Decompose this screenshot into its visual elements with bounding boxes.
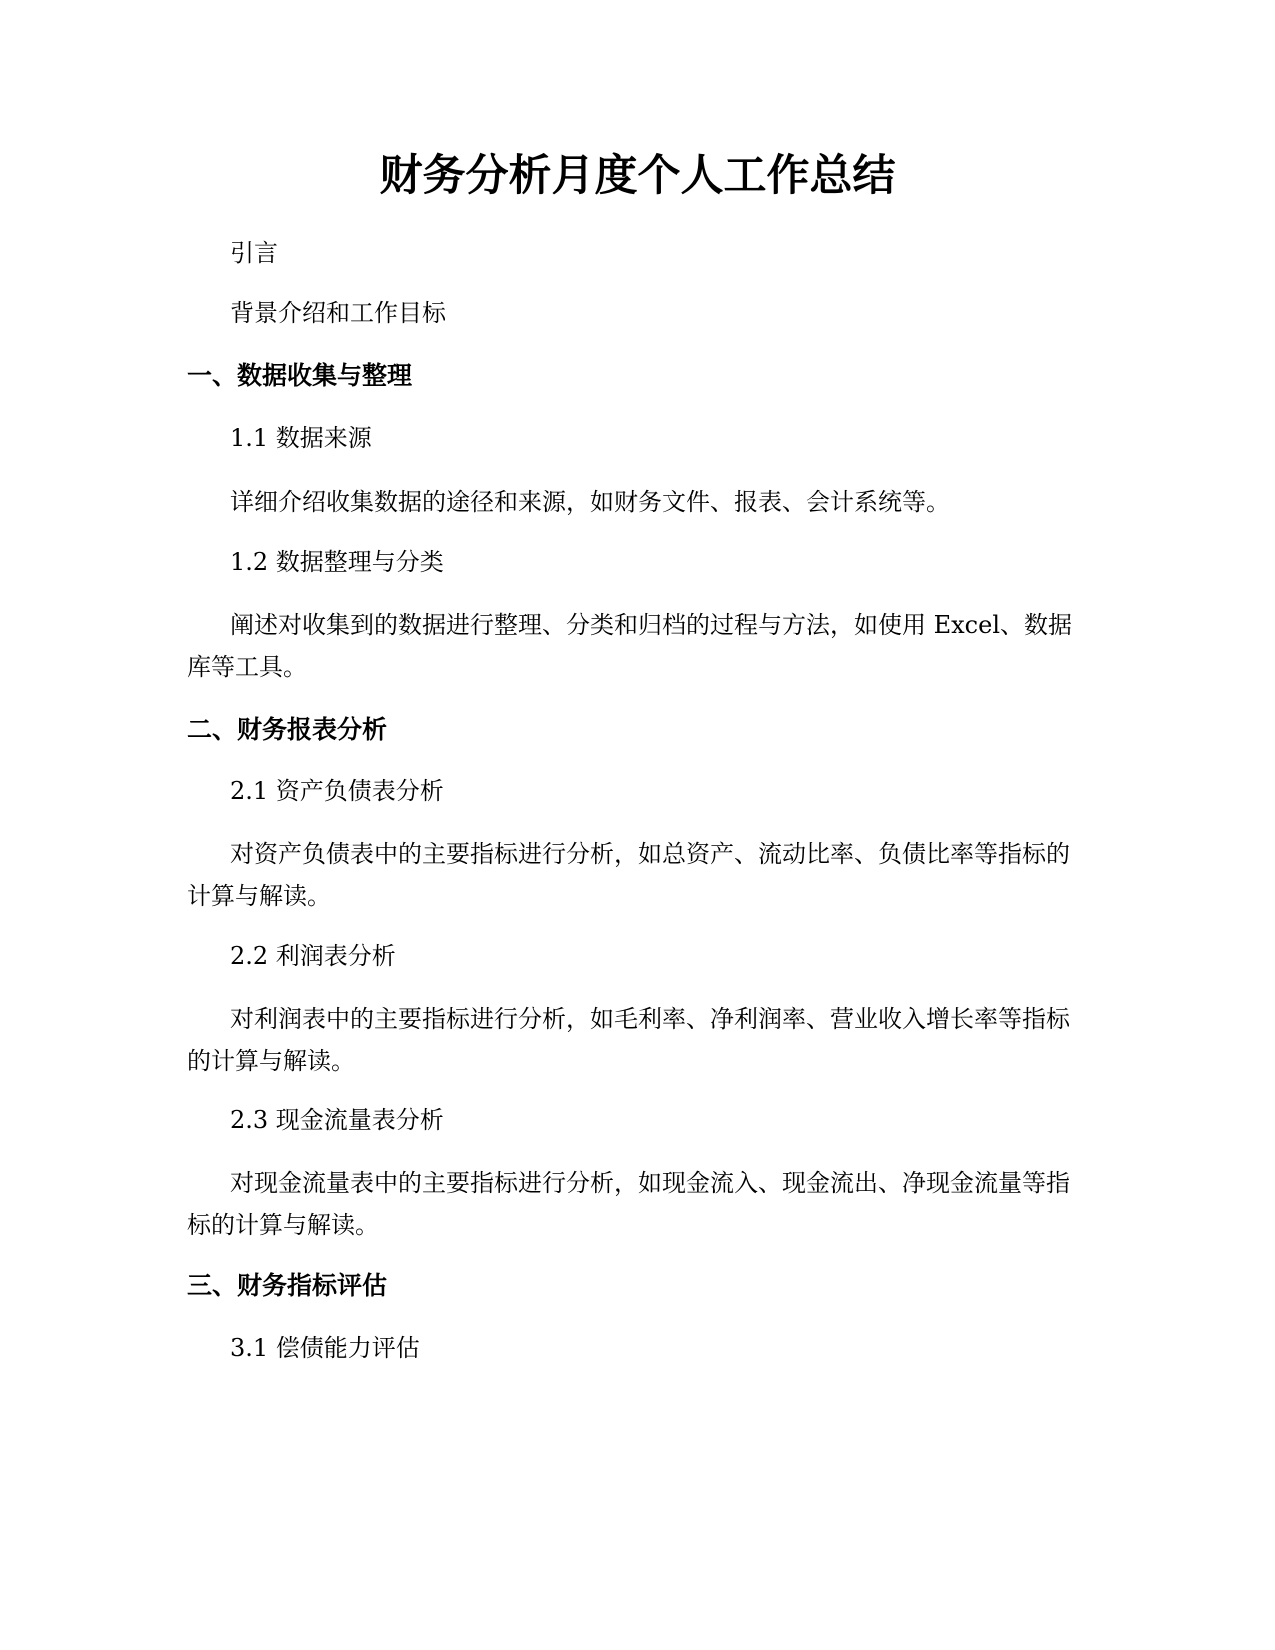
subsection-2-3-body: 对现金流量表中的主要指标进行分析，如现金流入、现金流出、净现金流量等指标的计算与解读。 [187,1169,1070,1239]
document-title: 财务分析月度个人工作总结 [379,151,896,201]
subsection-2-1-title: 2.1 资产负债表分析 [230,777,444,805]
subsection-1-1-body: 详细介绍收集数据的途径和来源，如财务文件、报表、会计系统等。 [230,488,950,516]
subsection-2-1-body: 对资产负债表中的主要指标进行分析，如总资产、流动比率、负债比率等指标的计算与解读。 [187,840,1070,910]
section-1-heading: 一、数据收集与整理 [187,361,413,390]
subsection-1-2-body: 阐述对收集到的数据进行整理、分类和归档的过程与方法，如使用 Excel、数据库等工具。 [187,611,1073,681]
subsection-2-2-title: 2.2 利润表分析 [230,942,396,970]
subsection-1-1-title: 1.1 数据来源 [230,424,372,452]
intro-label: 引言 [230,239,278,267]
subsection-2-3-title: 2.3 现金流量表分析 [230,1106,444,1134]
subsection-3-1-title: 3.1 偿债能力评估 [230,1334,420,1362]
section-3-heading: 三、财务指标评估 [187,1271,388,1300]
subsection-1-2-title: 1.2 数据整理与分类 [230,548,444,576]
section-2-heading: 二、财务报表分析 [187,715,388,744]
intro-text: 背景介绍和工作目标 [230,299,446,327]
subsection-2-2-body: 对利润表中的主要指标进行分析，如毛利率、净利润率、营业收入增长率等指标的计算与解读。 [187,1005,1070,1075]
